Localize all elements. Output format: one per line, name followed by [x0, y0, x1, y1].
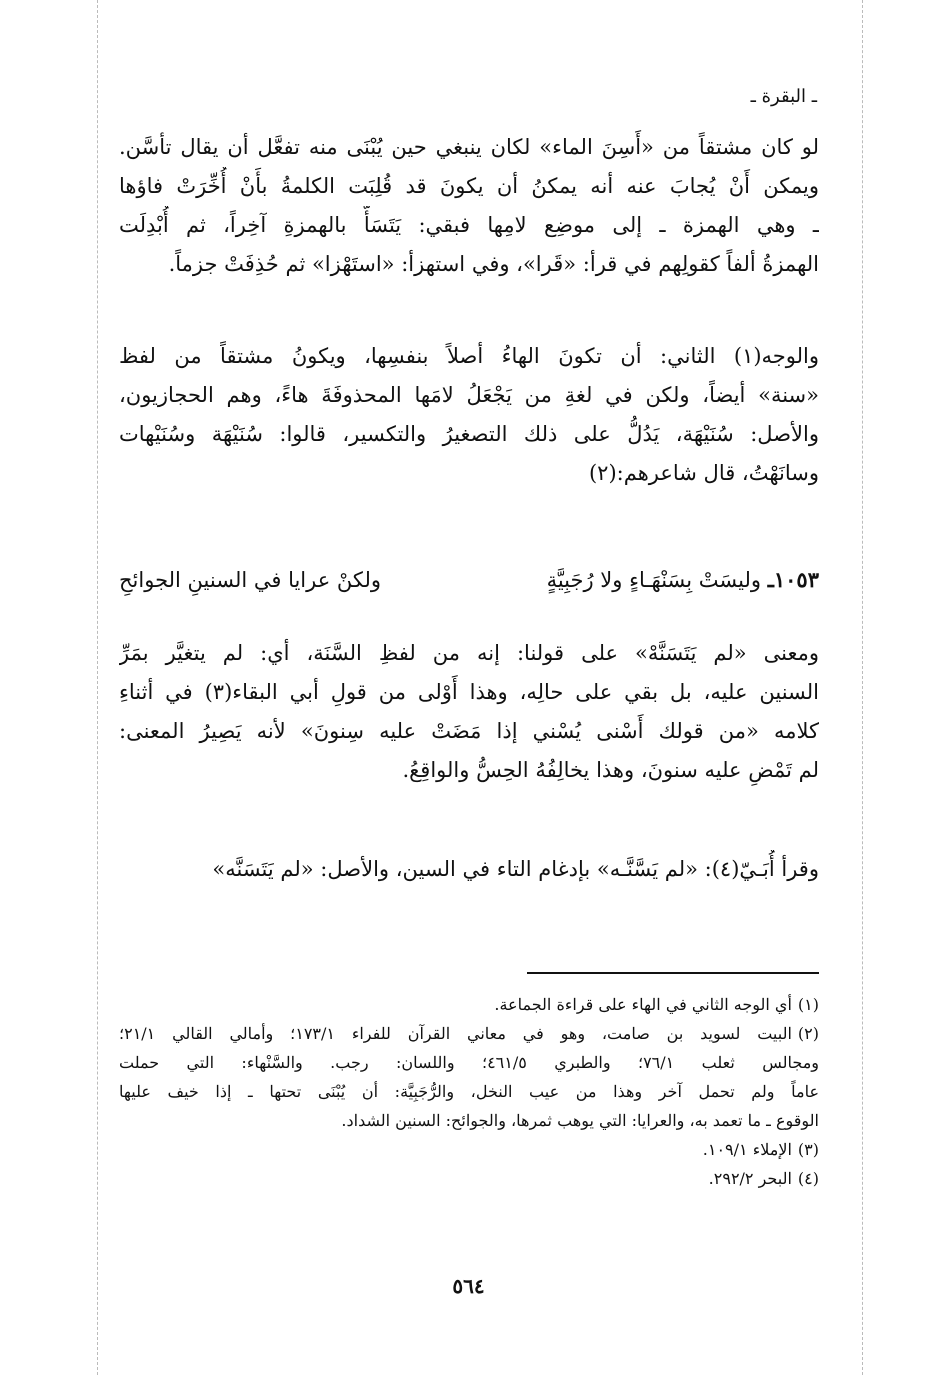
footnote-number: (٢): [797, 1024, 819, 1043]
left-margin-guide: [97, 0, 98, 1375]
text-line: الهمزةُ ألفاً كقولِهم في قرأ: «قَرا»، وفي استهزأ: «استَهْزا» ثم حُذِفَتْ جزماً.: [168, 252, 819, 276]
paragraph-3: [119, 634, 819, 790]
footnote-text: عاماً ولم تحمل آخر وهذا من عيب النخل، والرُّجَبِيَّة: أن يُبْنَى تحتها ـ إذا خيف عليها: [119, 1082, 819, 1101]
footnote-text: ومجالس ثعلب ٧٦/١؛ والطبري ٤٦١/٥؛ واللسان: رجب. والسَّنْهاء: التي حملت: [119, 1053, 819, 1072]
footnote-1: [119, 990, 819, 1019]
text-line: والأصل: سُنَيْهَة، يَدُلُّ على ذلك التصغيرُ والتكسير، قالوا: سُنَيْهَة وسُنَيْهات: [119, 422, 819, 446]
verse-number: ١٠٥٣ـ: [767, 567, 819, 592]
text-line: لو كان مشتقاً من «أَسِنَ الماء» لكان ينبغي حين يُبْنَى منه تفعَّل أن يقال تأسَّن.: [119, 135, 819, 159]
verse-second-half: ولكنْ عرايا في السنينِ الجوائحِ: [119, 568, 382, 592]
text-line: ومعنى «لم يَتَسَنَّهْ» على قولنا: إنه من لفظِ السَّنَة، أي: لم يتغيَّر بمَرِّ: [119, 641, 819, 665]
footnote-3: [119, 1135, 819, 1164]
text-line: السنين عليه، بل بقي على حالِه، وهذا أَوْلى من قولِ أبي البقاء(٣) في أثناءِ: [119, 680, 819, 704]
verse-first-half: وليسَتْ بِسَنْهَـاءٍ ولا رُجَبِيَّةٍ: [546, 568, 762, 592]
footnote-number: (١): [797, 995, 819, 1014]
text-line: والوجه(١) الثاني: أن تكونَ الهاءُ أصلاً بنفسِها، ويكونُ مشتقاً من لفظ: [119, 344, 819, 368]
paragraph-4: [119, 850, 819, 889]
footnote-number: (٤): [797, 1169, 819, 1188]
footnote-text: الإملاء ١٠٩/١.: [702, 1140, 792, 1159]
footnote-text: الوقوع ـ ما تعمد به، والعرايا: التي يوهب ثمرها، والجوائح: السنين الشداد.: [341, 1111, 819, 1130]
footnote-number: (٣): [797, 1140, 819, 1159]
text-line: كلامه «من قولك أَسْنى يُسْني إذا مَضَتْ عليه سِنونَ» لأنه يَصِيرُ المعنى:: [119, 719, 819, 743]
text-line: ـ وهي الهمزة ـ إلى موضِع لامِها فبقي: يَتَسَأَّ بالهمزةِ آخِراً، ثم أُبْدِلَت: [119, 213, 819, 237]
footnotes: [119, 990, 819, 1193]
poetry-verse: [119, 560, 819, 600]
right-margin-guide: [862, 0, 863, 1375]
footnote-text: أي الوجه الثاني في الهاء على قراءة الجماعة.: [494, 995, 792, 1014]
text-line: وسانَهْتُ، قال شاعرهم:(٢): [588, 461, 819, 485]
text-line: لم تَمْضِ عليه سنونَ، وهذا يخالِفُهُ الحِسُّ والواقِعُ.: [402, 758, 819, 782]
text-line: «سنة» أيضاً، ولكن في لغةِ من يَجْعَلُ لامَها المحذوفَةَ هاءً، وهم الحجازيون،: [119, 383, 819, 407]
page-number: ٥٦٤: [452, 1274, 485, 1298]
text-line: ويمكن أَنْ يُجابَ عنه أنه يمكنُ أن يكونَ قد قُلِبَت الكلمةُ بأَنْ أُخِّرَتْ فاؤها: [119, 174, 819, 198]
paragraph-2: [119, 337, 819, 493]
footnote-divider: [527, 972, 819, 974]
footnote-text: البيت لسويد بن صامت، وهو في معاني القرآن للفراء ١٧٣/١؛ وأمالي القالي ٢١/١؛: [119, 1024, 792, 1043]
footnote-2: [119, 1019, 819, 1135]
footnote-4: [119, 1164, 819, 1193]
paragraph-1: [119, 128, 819, 284]
text-line: وقرأ أُبَـيّ(٤): «لم يَسَّنَّـه» بإدغام التاء في السين، والأصل: «لم يَتَسَنَّه»: [212, 857, 819, 881]
page-header: ـ البقرة ـ: [750, 86, 817, 107]
footnote-text: البحر ٢٩٢/٢.: [708, 1169, 792, 1188]
